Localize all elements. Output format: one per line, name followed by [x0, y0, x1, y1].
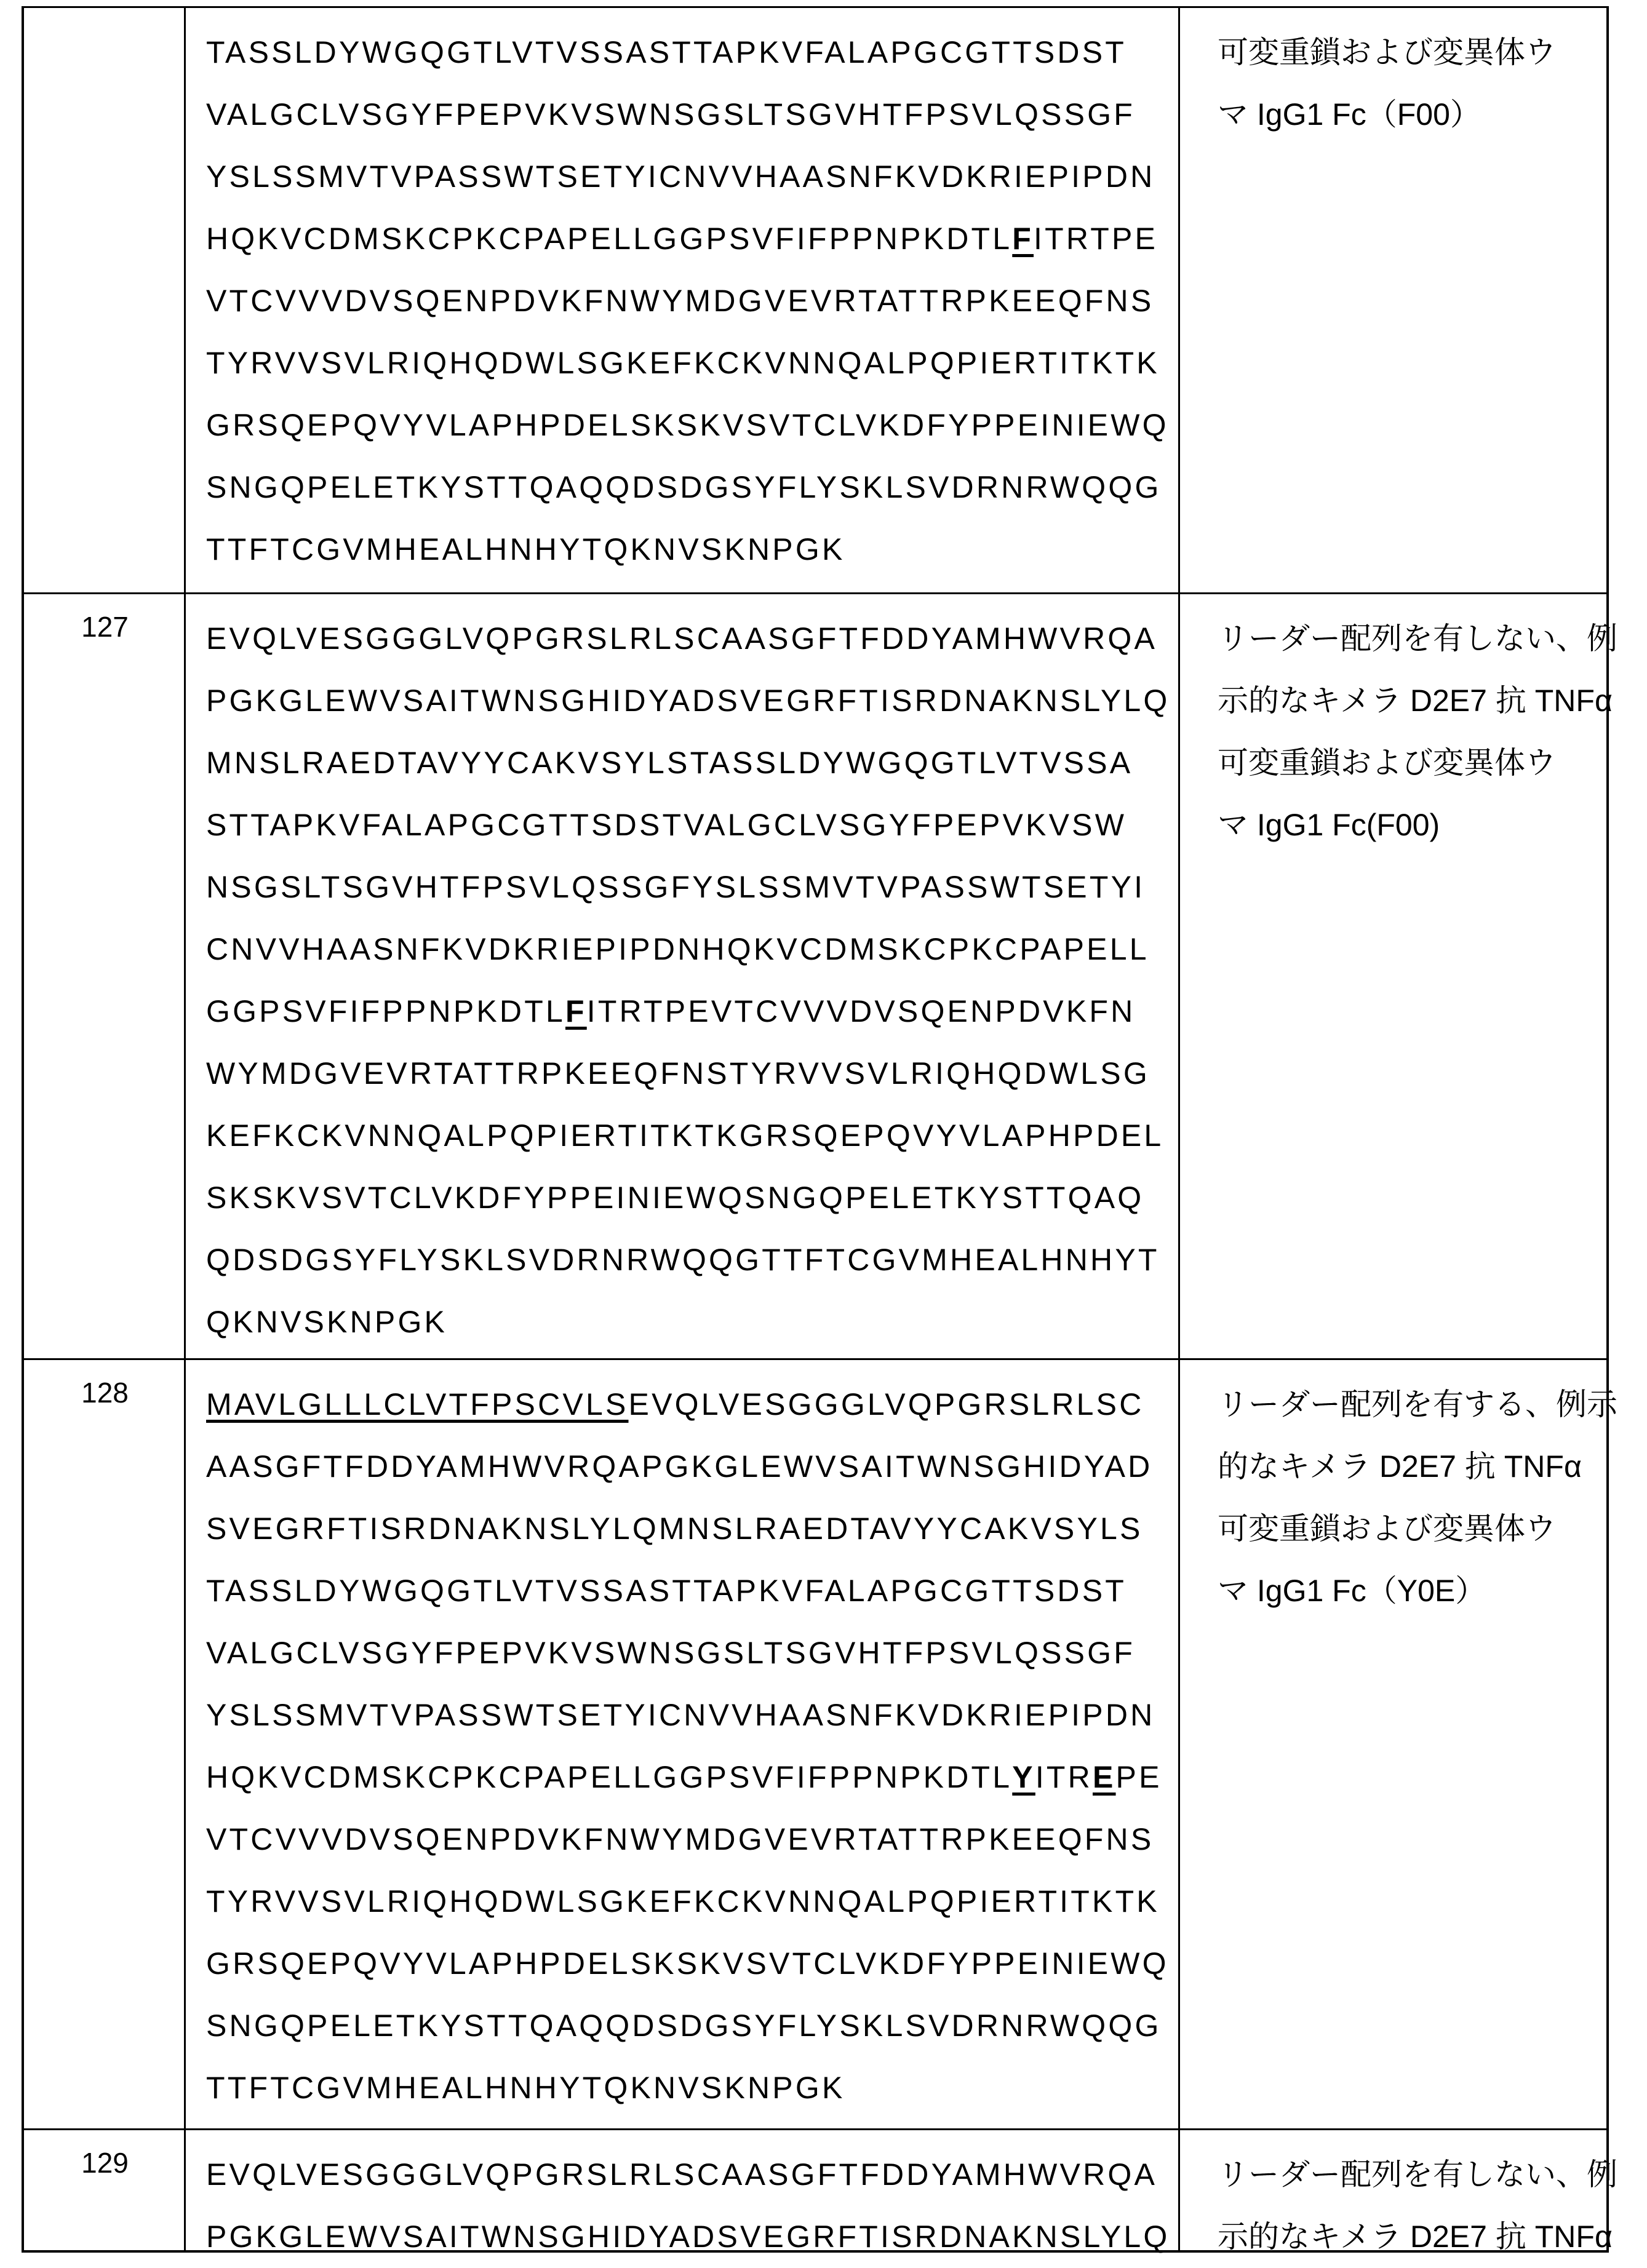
sequence-line — [206, 1808, 1169, 1871]
sequence-segment: GRSQEPQVYVLAPHPDELSKSKVSVTCLVKDFYPPEINIEWQ — [206, 1946, 1169, 1981]
sequence-line — [206, 1043, 1170, 1105]
sequence-line — [206, 608, 1170, 670]
sequence-segment: EVQLVESGGGLVQPGRSLRLSCAASGFTFDDYAMHWVRQA — [206, 621, 1157, 656]
sequence-segment: QDSDGSYFLYSKLSVDRNRWQQGTTFTCGVMHEALHNHYT — [206, 1243, 1160, 1277]
sequence-line — [206, 1746, 1169, 1808]
sequence-segment: VTCVVVDVSQENPDVKFNWYMDGVEVRTATTRPKEEQFNS — [206, 1822, 1154, 1856]
sequence-segment: SKSKVSVTCLVKDFYPPEINIEWQSNGQPELETKYSTTQAQ — [206, 1180, 1144, 1215]
sequence-line — [206, 84, 1169, 146]
description-line: 可変重鎖および変異体ウ — [1218, 22, 1611, 84]
mutation-residue: F — [565, 994, 587, 1029]
sequence-line — [206, 1995, 1169, 2057]
sequence-line — [206, 2144, 1170, 2206]
sequence-line — [206, 1105, 1170, 1167]
sequence-segment: HQKVCDMSKCPKCPAPELLGGPSVFIFPPNPKDTL — [206, 221, 1012, 256]
sequence-segment: QKNVSKNPGK — [206, 1305, 447, 1339]
mutation-residue: F — [1012, 221, 1034, 256]
leader-sequence: MAVLGLLLCLVTFPSCVLS — [206, 1387, 629, 1422]
sequence-line — [206, 22, 1169, 84]
sequence-text — [206, 608, 1170, 1353]
sequence-line — [206, 394, 1169, 456]
sequence-segment: TTFTCGVMHEALHNHYTQKNVSKNPGK — [206, 2071, 845, 2105]
sequence-segment: GGPSVFIFPPNPKDTL — [206, 994, 565, 1029]
sequence-line — [206, 1933, 1169, 1995]
row-divider — [24, 592, 1606, 594]
row-divider — [24, 2128, 1606, 2130]
sequence-line — [206, 2057, 1169, 2119]
sequence-segment: SNGQPELETKYSTTQAQQDSDGSYFLYSKLSVDRNRWQQG — [206, 470, 1162, 504]
sequence-line — [206, 1622, 1169, 1684]
sequence-segment: AASGFTFDDYAMHWVRQAPGKGLEWVSAITWNSGHIDYAD — [206, 1449, 1152, 1484]
sequence-text — [206, 1374, 1169, 2119]
sequence-segment: EVQLVESGGGLVQPGRSLRLSCAASGFTFDDYAMHWVRQA — [206, 2157, 1157, 2192]
sequence-text — [206, 2144, 1170, 2268]
description-line: マ IgG1 Fc(F00) — [1218, 794, 1611, 856]
sequence-segment: STTAPKVFALAPGCGTTSDSTVALGCLVSGYFPEPVKVSW — [206, 808, 1127, 842]
sequence-line — [206, 270, 1169, 332]
sequence-segment: EVQLVESGGGLVQPGRSLRLSC — [629, 1387, 1144, 1422]
sequence-segment: GRSQEPQVYVLAPHPDELSKSKVSVTCLVKDFYPPEINIEWQ — [206, 408, 1169, 442]
sequence-line — [206, 1167, 1170, 1229]
mutation-residue: E — [1093, 1760, 1116, 1794]
description-text — [1218, 1374, 1611, 1622]
sequence-line — [206, 1291, 1170, 1353]
sequence-line — [206, 1871, 1169, 1933]
sequence-segment: HQKVCDMSKCPKCPAPELLGGPSVFIFPPNPKDTL — [206, 1760, 1012, 1794]
sequence-line — [206, 918, 1170, 981]
description-text — [1218, 608, 1611, 856]
sequence-line — [206, 856, 1170, 918]
description-line: 可変重鎖および変異体ウ — [1218, 1498, 1611, 1560]
sequence-segment: NSGSLTSGVHTFPSVLQSSGFYSLSSMVTVPASSWTSETYI — [206, 870, 1145, 904]
sequence-line — [206, 1374, 1169, 1436]
sequence-segment: MNSLRAEDTAVYYCAKVSYLSTASSLDYWGQGTLVTVSSA — [206, 746, 1133, 780]
sequence-segment: PE — [1116, 1760, 1162, 1794]
sequence-segment: WYMDGVEVRTATTRPKEEQFNSTYRVVSVLRIQHQDWLSG — [206, 1056, 1150, 1091]
description-text — [1218, 2144, 1611, 2268]
sequence-line — [206, 208, 1169, 270]
sequence-line — [206, 794, 1170, 856]
sequence-line — [206, 519, 1169, 581]
sequence-line — [206, 2206, 1170, 2268]
sequence-segment: YSLSSMVTVPASSWTSETYICNVVHAASNFKVDKRIEPIPDN — [206, 159, 1155, 194]
sequence-segment: TASSLDYWGQGTLVTVSSASTTAPKVFALAPGCGTTSDST — [206, 1574, 1127, 1608]
seq-id: 127 — [24, 610, 186, 643]
description-line: マ IgG1 Fc（F00） — [1218, 84, 1611, 146]
description-line: マ IgG1 Fc（Y0E） — [1218, 1560, 1611, 1622]
description-line: 可変重鎖および変異体ウ — [1218, 732, 1611, 794]
description-line: リーダー配列を有する、例示 — [1218, 1374, 1611, 1436]
seq-id: 129 — [24, 2146, 186, 2179]
sequence-segment: ITR — [1035, 1760, 1093, 1794]
sequence-segment: VALGCLVSGYFPEPVKVSWNSGSLTSGVHTFPSVLQSSGF — [206, 97, 1135, 132]
sequence-segment: SVEGRFTISRDNAKNSLYLQMNSLRAEDTAVYYCAKVSYLS — [206, 1511, 1143, 1546]
mutation-residue: Y — [1012, 1760, 1035, 1794]
sequence-line — [206, 332, 1169, 394]
sequence-segment: CNVVHAASNFKVDKRIEPIPDNHQKVCDMSKCPKCPAPELL — [206, 932, 1149, 966]
sequence-segment: SNGQPELETKYSTTQAQQDSDGSYFLYSKLSVDRNRWQQG — [206, 2008, 1162, 2043]
sequence-line — [206, 456, 1169, 519]
description-line: 示的なキメラ D2E7 抗 TNFα — [1218, 2206, 1611, 2268]
sequence-segment: KEFKCKVNNQALPQPIERTITKTKGRSQEPQVYVLAPHPDEL — [206, 1118, 1163, 1153]
description-line: 示的なキメラ D2E7 抗 TNFα — [1218, 670, 1611, 732]
sequence-line — [206, 1229, 1170, 1291]
sequence-segment: VALGCLVSGYFPEPVKVSWNSGSLTSGVHTFPSVLQSSGF — [206, 1636, 1135, 1670]
sequence-segment: ITRTPE — [1034, 221, 1158, 256]
sequence-line — [206, 1498, 1169, 1560]
sequence-segment: PGKGLEWVSAITWNSGHIDYADSVEGRFTISRDNAKNSLYLQ — [206, 683, 1170, 718]
description-line: 的なキメラ D2E7 抗 TNFα — [1218, 1436, 1611, 1498]
sequence-line — [206, 146, 1169, 208]
sequence-segment: TYRVVSVLRIQHQDWLSGKEFKCKVNNQALPQPIERTITKTK — [206, 346, 1160, 380]
sequence-line — [206, 1684, 1169, 1746]
sequence-text — [206, 22, 1169, 581]
sequence-segment: YSLSSMVTVPASSWTSETYICNVVHAASNFKVDKRIEPIPDN — [206, 1698, 1155, 1732]
sequence-segment: TTFTCGVMHEALHNHYTQKNVSKNPGK — [206, 532, 845, 567]
sequence-line — [206, 670, 1170, 732]
sequence-segment: PGKGLEWVSAITWNSGHIDYADSVEGRFTISRDNAKNSLYLQ — [206, 2219, 1170, 2254]
sequence-table — [22, 6, 1609, 2253]
sequence-segment: TASSLDYWGQGTLVTVSSASTTAPKVFALAPGCGTTSDST — [206, 35, 1127, 70]
column-divider — [184, 8, 186, 2250]
sequence-segment: TYRVVSVLRIQHQDWLSGKEFKCKVNNQALPQPIERTITKTK — [206, 1884, 1160, 1919]
sequence-line — [206, 1560, 1169, 1622]
sequence-line — [206, 981, 1170, 1043]
column-divider — [1178, 8, 1180, 2250]
description-line: リーダー配列を有しない、例 — [1218, 608, 1611, 670]
row-divider — [24, 1358, 1606, 1360]
seq-id: 128 — [24, 1376, 186, 1409]
description-text — [1218, 22, 1611, 146]
sequence-line — [206, 732, 1170, 794]
sequence-line — [206, 1436, 1169, 1498]
description-line: リーダー配列を有しない、例 — [1218, 2144, 1611, 2206]
sequence-segment: VTCVVVDVSQENPDVKFNWYMDGVEVRTATTRPKEEQFNS — [206, 284, 1154, 318]
sequence-segment: ITRTPEVTCVVVDVSQENPDVKFN — [587, 994, 1136, 1029]
